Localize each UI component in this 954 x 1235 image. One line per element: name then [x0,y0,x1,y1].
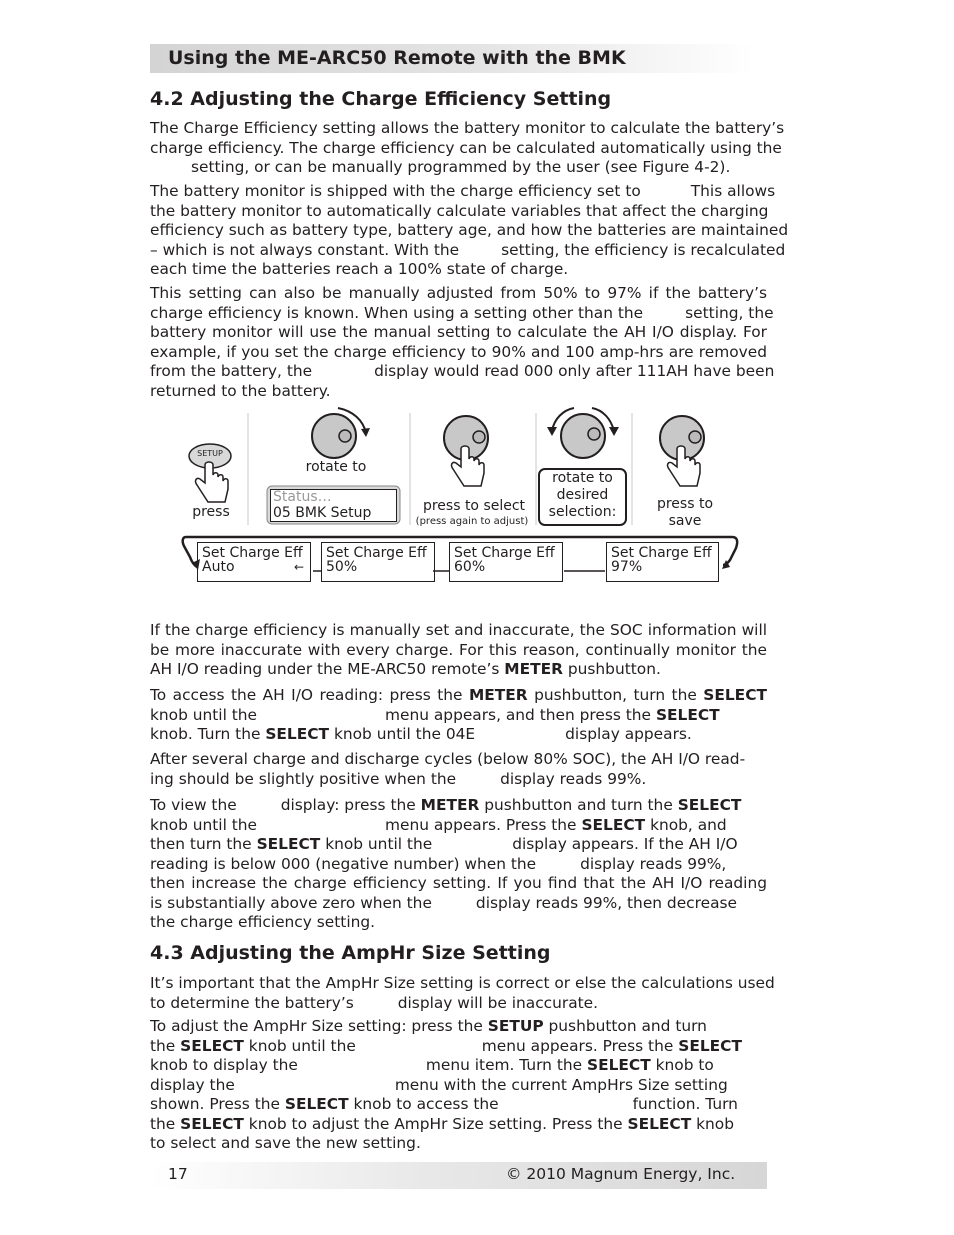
text-line [150,1076,767,1096]
text-line: If the charge efficiency is manually set and inaccurate, the SOC information will [150,621,767,639]
paragraph-access-ahio [150,686,767,745]
text-line [150,240,786,261]
text-line [150,994,767,1014]
text-segment: charge efficiency is known. When using a setting other than the [150,303,644,322]
paragraph-view-display [150,796,767,933]
text-line: It’s important that the AmpHr Size setting is correct or else the calculations used [150,974,775,992]
lcd-line1: Set Charge Eff [611,545,712,561]
text-line: the charge efficiency setting. [150,913,376,931]
text-line [150,182,776,202]
text-segment: then turn the [150,835,252,853]
select-keyword: SELECT [677,796,742,814]
text-segment: knob until the [150,815,257,834]
text-segment: display would read 000 only after 111AH have been [374,362,775,380]
press-to-save-line: save [668,513,702,529]
text-line: then increase the charge efficiency setting. If you find that the AH I/O reading [150,874,767,892]
text-line: to select and save the new setting. [150,1134,421,1152]
text-segment: to determine the battery’s [150,993,354,1012]
text-segment: To adjust the AmpHr Size setting: press the [150,1017,483,1035]
rotate-desired-line: selection: [548,504,617,520]
lcd-screen-60 [449,542,563,582]
text-line: The Charge Efficiency setting allows the battery monitor to calculate the battery’s [150,119,785,137]
text-line [150,1095,767,1115]
text-segment: knob, and [650,815,727,834]
header-title: Using the ME-ARC50 Remote with the BMK [168,47,626,69]
paragraph-charge-cycles [150,750,767,789]
text-line [150,894,767,914]
text-line [150,770,767,790]
text-line [150,1037,767,1057]
rotate-to-label: rotate to [305,459,367,475]
rotate-desired-line: desired [556,487,609,503]
press-to-select-label: press to select [422,498,526,514]
text-line [150,362,775,382]
press-to-save-line: press to [656,496,714,512]
text-line: setting, or can be manually programmed by the user (see Figure 4-2). [191,158,731,176]
lcd-status-line2: 05 BMK Setup [273,505,372,521]
text-segment: menu item. Turn the [425,1056,583,1074]
text-segment: display the [150,1075,235,1094]
page-number: 17 [168,1165,188,1183]
text-segment: pushbutton. [567,660,661,678]
paragraph-charge-efficiency-auto [150,182,789,280]
text-segment: display will be inaccurate. [397,993,599,1012]
text-line [150,706,767,726]
paragraph-soc-inaccuracy [150,621,767,680]
lcd-line2-row [202,560,306,574]
text-segment: knob to adjust the AmpHr Size setting. Press the [248,1114,623,1133]
text-segment: – which is not always constant. With the [150,240,460,259]
text-line [150,835,767,855]
text-line: each time the batteries reach a 100% state of charge. [150,260,569,278]
text-line: charge efficiency. The charge efficiency can be calculated automatically using the [150,138,782,157]
text-segment: reading is below 000 (negative number) when the [150,854,537,873]
text-segment: display reads 99%, [580,854,727,873]
text-segment: menu with the current AmpHrs Size setting [394,1075,728,1094]
lcd-screen-auto [197,542,311,582]
text-segment: setting, the efficiency is recalculated [501,240,786,259]
section-heading-4-3: 4.3 Adjusting the AmpHr Size Setting [150,942,551,964]
text-line [150,1115,767,1135]
rotate-desired-line: rotate to [552,470,613,486]
text-line [150,660,767,680]
section-heading-4-2: 4.2 Adjusting the Charge Efficiency Setting [150,88,612,110]
paragraph-charge-efficiency-manual [150,284,775,401]
press-again-label: (press again to adjust) [415,516,529,527]
figure-charge-efficiency-setup [150,405,770,595]
text-segment: pushbutton and turn the [484,796,673,814]
select-keyword: SELECT [180,1036,244,1055]
lcd-line1: Set Charge Eff [326,545,427,561]
text-segment: pushbutton and turn [548,1017,707,1035]
text-segment: To view the [150,796,237,814]
press-label: press [192,504,230,520]
text-segment: pushbutton, turn the [534,686,697,704]
setup-button-label: SETUP [197,449,223,458]
paragraph-charge-efficiency-intro [150,119,785,178]
text-line: returned to the battery. [150,381,331,400]
setup-keyword: SETUP [487,1017,544,1035]
text-segment: The battery monitor is shipped with the charge efficiency set to [150,182,641,200]
text-line: This setting can also be manually adjusted from 50% to 97% if the battery’s [150,284,767,302]
text-line [150,855,767,875]
text-segment: display reads 99%. [500,769,647,788]
select-keyword: SELECT [180,1114,244,1133]
lcd-screen-97 [606,542,719,582]
text-segment: display appears. [565,725,692,743]
lcd-line2: 60% [454,559,486,575]
rotate-desired-label [539,470,626,521]
text-line: efficiency such as battery type, battery age, and how the batteries are maintained [150,221,789,239]
lcd-line2: Auto [202,559,235,575]
meter-keyword: METER [468,686,528,704]
select-keyword: SELECT [284,1095,349,1113]
press-to-save-label [640,496,730,530]
text-segment: shown. Press the [150,1095,280,1113]
text-line: be more inaccurate with every charge. For this reason, continually monitor the [150,640,767,659]
text-segment: knob. Turn the [150,725,261,743]
text-segment: the [150,1114,176,1133]
text-line: After several charge and discharge cycles (below 80% SOC), the AH I/O read- [150,750,746,768]
text-line [150,1017,767,1037]
lcd-line1: Set Charge Eff [202,545,303,561]
select-keyword: SELECT [678,1036,742,1055]
select-keyword: SELECT [256,835,321,853]
text-segment: To access the AH I/O reading: press the [150,686,463,704]
text-line: the battery monitor to automatically calculate variables that affect the charging [150,201,769,220]
arrow-left-icon: ← [293,560,304,574]
text-segment: menu appears, and then press the [385,705,652,724]
select-keyword: SELECT [581,815,646,834]
text-segment: AH I/O reading under the ME-ARC50 remote’s [150,660,500,678]
text-line [150,686,767,706]
text-segment: This allows [690,182,776,200]
meter-keyword: METER [504,660,563,678]
select-keyword: SELECT [627,1114,692,1133]
text-segment: knob until the [248,1036,356,1055]
text-segment: knob until the 04E [333,725,476,743]
paragraph-amphr-adjust [150,1017,767,1154]
text-segment: knob until the [150,705,257,724]
text-segment: the [150,1036,176,1055]
select-keyword: SELECT [265,725,330,743]
text-segment: display: press the [280,796,416,814]
lcd-status-line1: Status… [273,489,332,505]
lcd-screen-50 [321,542,435,582]
text-segment: display appears. If the AH I/O [512,835,738,853]
text-segment: ing should be slightly positive when the [150,769,457,788]
lcd-line2: 50% [326,559,358,575]
text-segment: knob [696,1114,734,1133]
text-segment: knob to display the [150,1056,298,1074]
text-segment: knob to [655,1056,714,1074]
text-segment: is substantially above zero when the [150,893,432,912]
text-segment: function. Turn [632,1095,738,1113]
meter-keyword: METER [420,796,480,814]
select-keyword: SELECT [655,705,720,724]
text-line [150,303,774,324]
paragraph-amphr-importance [150,974,775,1013]
text-line: example, if you set the charge efficiency to 90% and 100 amp-hrs are removed [150,342,767,361]
text-segment: menu appears. Press the [385,815,577,834]
text-line [150,725,767,745]
text-segment: display reads 99%, then decrease [475,893,738,912]
select-keyword: SELECT [587,1056,651,1074]
text-segment: setting, the [685,303,774,322]
lcd-line1: Set Charge Eff [454,545,555,561]
text-segment: knob to access the [353,1095,499,1113]
text-segment: knob until the [325,835,433,853]
text-segment: menu appears. Press the [481,1036,674,1055]
lcd-status-screen [270,489,397,522]
text-line [150,1056,767,1076]
text-line: battery monitor will use the manual setting to calculate the AH I/O display. For [150,323,767,341]
lcd-line2: 97% [611,559,643,575]
select-keyword: SELECT [703,686,767,704]
text-segment: from the battery, the [150,362,313,380]
copyright-notice: © 2010 Magnum Energy, Inc. [506,1165,736,1183]
text-line [150,796,767,816]
text-line [150,816,767,836]
